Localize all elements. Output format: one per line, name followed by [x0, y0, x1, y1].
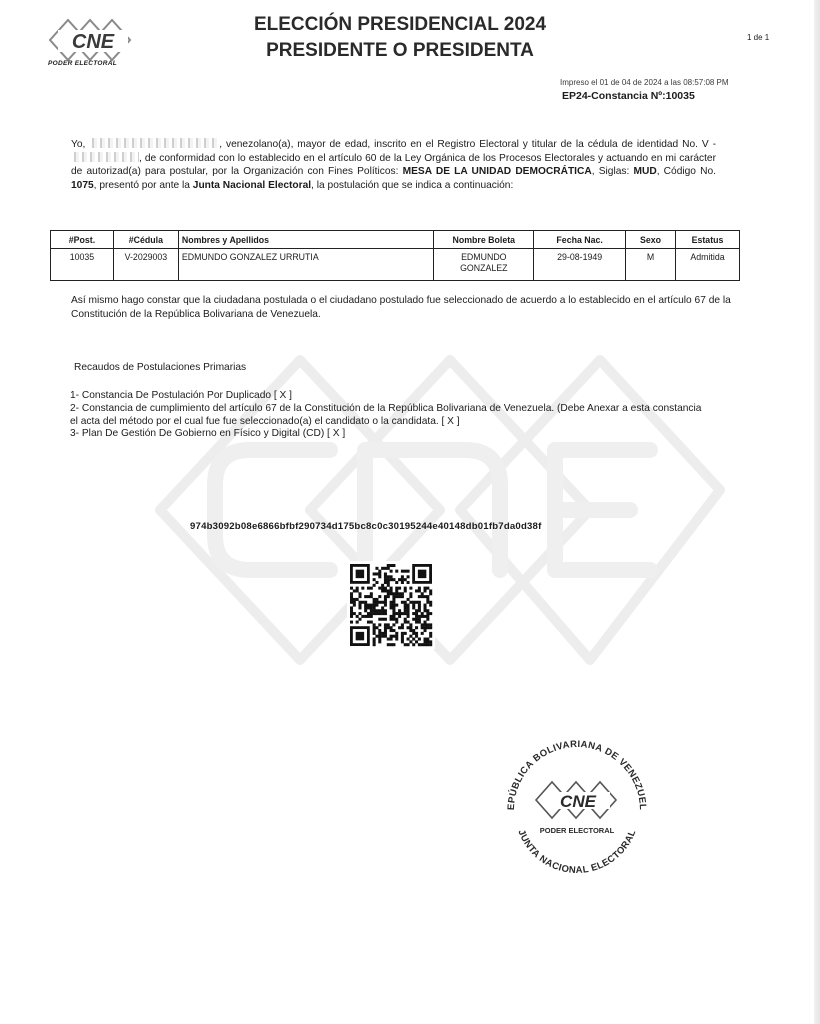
declaration-text: , venezolano(a), mayor de edad, inscrito en el Registro Electoral y titular de la cédula de identidad No. V -	[219, 139, 716, 150]
svg-text:CNE: CNE	[560, 792, 596, 811]
declaration-text: , la postulación que se indica a continuación:	[311, 179, 514, 191]
declaration-paragraph	[71, 138, 716, 192]
table-cell: 29-08-1949	[534, 249, 626, 281]
declaration-text: Yo,	[71, 139, 90, 150]
svg-text:JUNTA NACIONAL ELECTORAL: JUNTA NACIONAL ELECTORAL	[515, 828, 639, 877]
cne-seal-stamp	[492, 718, 662, 888]
svg-text:CNE: CNE	[71, 31, 115, 53]
list-item: 2- Constancia de cumplimiento del artículo 67 de la Constitución de la República Bolivariana de Venezuela. (Debe Anexar a esta constancia el acta del método por el cual fue fue seleccionado(a) el candidato o la candidata. [ X ]	[70, 402, 702, 427]
list-item: 3- Plan De Gestión De Gobierno en Físico y Digital (CD) [ X ]	[70, 428, 346, 440]
table-cell: EDMUNDO GONZALEZ URRUTIA	[178, 249, 434, 281]
constancia-number: EP24-Constancia Nº:10035	[562, 90, 695, 102]
postulation-table	[50, 230, 740, 281]
page-edge	[814, 0, 820, 1024]
column-header: #Cédula	[113, 231, 178, 249]
organization-siglas: MUD	[633, 166, 657, 177]
column-header: Nombres y Apellidos	[178, 231, 434, 249]
logo-subtitle: PODER ELECTORAL	[48, 60, 118, 67]
svg-text:REPÚBLICA BOLIVARIANA DE VENEZ: EPÚBLICA BOLIVARIANA DE VENEZUEL	[505, 738, 649, 811]
organization-code: 1075	[71, 179, 94, 191]
redacted-id	[71, 152, 139, 162]
declaration-text: , Siglas:	[591, 166, 634, 177]
list-item: 1- Constancia De Postulación Por Duplicado [ X ]	[70, 390, 292, 401]
column-header: Estatus	[676, 231, 740, 249]
column-header: #Post.	[51, 231, 114, 249]
column-header: Fecha Nac.	[534, 231, 626, 249]
table-row	[51, 249, 740, 281]
declaration-text: , de conformidad con lo establecido en el artículo 60 de la Ley Orgánica de los Procesos Electorales y actuando en mi carácter de autorizad(a) para postular, por la Organización con Fines Políticos:	[71, 152, 716, 177]
table-header-row	[51, 231, 740, 249]
declaration-text: , presentó por ante la	[93, 179, 193, 191]
article-67-statement: Así mismo hago constar que la ciudadana postulada o el ciudadano postulado fue seleccionado de acuerdo a lo establecido en el artículo 67 de la Constitución de la República Bolivariana de Venezuela.	[71, 295, 731, 320]
column-header: Nombre Boleta	[434, 231, 534, 249]
recaudos-title: Recaudos de Postulaciones Primarias	[74, 362, 247, 373]
document-subtitle: PRESIDENTE O PRESIDENTA	[266, 40, 534, 61]
verification-hash: 974b3092b08e6866bfbf290734d175bc8c0c30195244e40148db01fb7da0d38f	[190, 521, 542, 532]
printed-timestamp: Impreso el 01 de 04 de 2024 a las 08:57:08 PM	[560, 78, 729, 87]
junta-name: Junta Nacional Electoral	[192, 179, 312, 191]
table-cell: M	[626, 249, 676, 281]
page-number: 1 de 1	[747, 33, 770, 42]
table-cell: EDMUNDO GONZALEZ	[434, 249, 534, 281]
svg-text:PODER ELECTORAL: PODER ELECTORAL	[539, 826, 615, 835]
recaudos-list	[70, 390, 710, 441]
table-cell: 10035	[51, 249, 114, 281]
table-cell: V-2029003	[113, 249, 178, 281]
table-cell: Admitida	[676, 249, 740, 281]
column-header: Sexo	[626, 231, 676, 249]
declaration-text: , Código No.	[656, 166, 716, 177]
organization-name: MESA DE LA UNIDAD DEMOCRÁTICA	[402, 166, 592, 177]
redacted-name	[89, 138, 219, 148]
document-title: ELECCIÓN PRESIDENCIAL 2024	[253, 14, 547, 35]
qr-code	[347, 561, 435, 649]
